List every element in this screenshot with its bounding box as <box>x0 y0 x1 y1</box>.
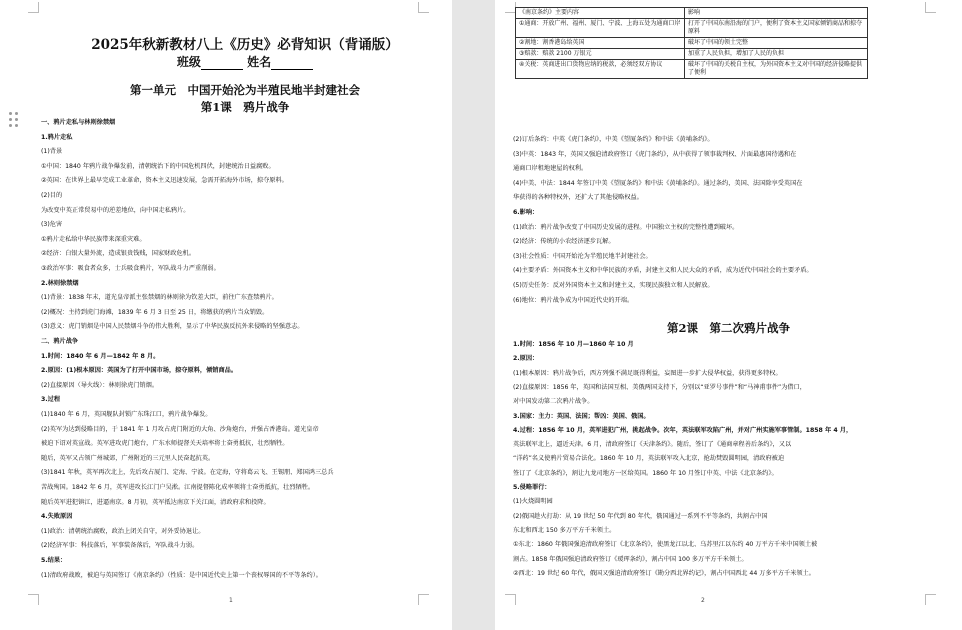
text-line: 2.原因：(1)根本原因：英国为了打开中国市场，掠夺原料，倾销商品。 <box>41 367 238 375</box>
text-line: 5.结果： <box>41 557 67 564</box>
crop-mark <box>505 594 516 605</box>
table-cell: 破坏了中国的关税自主权，为外国资本主义对中国的经济侵略提供了便利 <box>685 60 868 79</box>
crop-mark <box>418 594 429 605</box>
treaty-table <box>515 7 868 79</box>
text-line: 英法联军北上，逼近天津。6 月，清政府签订《天津条约》。随后，签订了《通商章程善后条约》，又以 <box>513 441 792 449</box>
name-label: 姓名 <box>247 55 272 69</box>
lesson2-title: 第2课 第二次鸦片战争 <box>666 321 790 335</box>
text-line: (2)经济：传统的小农经济逐步瓦解。 <box>513 238 615 246</box>
name-blank[interactable] <box>271 69 313 70</box>
text-line: (1)清政府战败，被迫与英国签订《南京条约》（性质：是中国近代史上第一个丧权辱国的不平等条约）。 <box>41 571 322 579</box>
document-title: 2025年秋新教材八上《历史》必背知识（背诵版） <box>91 37 399 53</box>
document-page-2 <box>495 0 962 630</box>
table-cell: 加重了人民负担，增加了人民的负担 <box>685 49 868 60</box>
text-line: 通商口岸租地建屋的权利。 <box>513 165 588 173</box>
page-number: 2 <box>701 597 705 604</box>
text-line: (1)背景 <box>41 148 63 156</box>
text-line: 一、鸦片走私与林则徐禁烟 <box>41 119 116 126</box>
text-line: (1)背景：1838 年末，道光皇帝派主张禁烟的林则徐为钦差大臣，前往广东查禁鸦片。 <box>41 294 278 302</box>
table-header-cell: 影响 <box>685 8 868 19</box>
text-line: (3)社会性质：中国开始沦为半殖民地半封建社会。 <box>513 252 652 260</box>
table-row <box>516 38 868 49</box>
class-blank[interactable] <box>201 69 243 70</box>
lesson-title: 第1课 鸦片战争 <box>200 100 290 114</box>
text-line: (3)1841 年秋，英军再次北上，先后攻占厦门、定海、宁波。在定海，守将葛云飞、王锡朋、郑国鸿三总兵 <box>41 469 334 477</box>
text-line: (2)经济军事：科技落后，军事装备落后，军队战斗力弱。 <box>41 542 199 550</box>
text-line: 割占。1858 年俄国强迫清政府签订《瑷珲条约》，割占中国 100 多万平方千米领土。 <box>513 555 748 563</box>
text-line: ②西北：19 世纪 60 年代，俄国又强迫清政府签订《勘分西北界约记》，割占中国西北 44 万多平方千米领土。 <box>513 569 815 577</box>
table-cell: ①通商：开放广州、福州、厦门、宁波、上海五处为通商口岸 <box>516 19 685 38</box>
text-line: 2.林则徐禁烟 <box>41 279 79 287</box>
text-line: (3)中英：1843 年，英国又强迫清政府签订《虎门条约》，从中获得了领事裁判权、片面最惠国待遇和在 <box>513 150 797 158</box>
table-row <box>516 19 868 38</box>
table-cell: ②割地：割香港岛给英国 <box>516 38 685 49</box>
text-line: ②经济：白银大量外流，造成银贵钱贱，国家财政危机。 <box>41 250 196 258</box>
text-line: 被迫下诏对英宣战。英军进攻虎门炮台，广东水师提督关天培率将士奋勇抵抗，壮烈牺牲。 <box>41 440 289 448</box>
text-line: 对中国发动第二次鸦片战争。 <box>513 398 594 406</box>
text-line: (5)历史任务：反对外国资本主义和封建主义，实现民族独立和人民解放。 <box>513 282 714 289</box>
text-line: ②英国：在世界上最早完成工业革命，资本主义迅速发展，急需开拓海外市场，掠夺原料。 <box>41 177 288 185</box>
text-line: 为改变中英正常贸易中的逆差地位，向中国走私鸦片。 <box>41 206 190 214</box>
crop-mark <box>925 2 936 13</box>
text-line: 4.失败原因 <box>41 513 73 521</box>
text-line: (2)直接原因：1856 年，英国和法国互相、美俄两国支持下，分别以“亚罗号事件”和“马神甫事件”为借口， <box>513 383 806 391</box>
text-line: 6.影响： <box>513 209 539 216</box>
text-line: 4.过程：1856 年 10 月，英军进犯广州，挑起战争。次年，英法联军攻陷广州，并对广州实施军事管制。1858 年 4 月， <box>513 426 853 434</box>
table-header-row <box>516 8 868 19</box>
text-line: 随后，英军又占领广州城郊，广州附近的三元里人民奋起抗英。 <box>41 454 215 462</box>
text-line: (6)地位：鸦片战争成为中国近代史的开端。 <box>513 296 634 304</box>
text-line: ③政治军事：吸食者众多，士兵吸食鸦片，军队战斗力严重削弱。 <box>41 265 220 272</box>
text-line: (3)意义：虎门销烟是中国人民禁烟斗争的伟大胜利，显示了中华民族反抗外来侵略的坚强意志。 <box>41 323 304 331</box>
table-cell: 打开了中国东南沿海的门户，便利了资本主义国家倾销商品和掠夺原料 <box>685 19 868 38</box>
text-line: (3)危害 <box>41 221 63 229</box>
crop-mark <box>418 2 429 13</box>
drag-handle-icon[interactable] <box>9 112 19 128</box>
text-line: ①鸦片走私给中华民族带来深重灾难。 <box>41 235 146 243</box>
text-line: 3.过程 <box>41 396 61 404</box>
text-line: ①东北：1860 年俄国强迫清政府签订《北京条约》，使黑龙江以北、乌苏里江以东约 40 万平方千米中国领土被 <box>513 541 818 549</box>
crop-mark <box>28 2 39 13</box>
unit-title: 第一单元 中国开始沦为半殖民地半封建社会 <box>130 83 360 97</box>
text-line: 签订了《北京条约》，割让九龙司地方一区给英国。1860 年 10 月签订中英、中法《北京条约》。 <box>513 469 778 477</box>
table-header-cell: 《南京条约》主要内容 <box>516 8 685 19</box>
text-line: 华获得的各种特权外，还扩大了其他侵略权益。 <box>513 194 643 202</box>
text-line: 二、鸦片战争 <box>41 338 79 345</box>
text-line: (2)目的 <box>41 192 63 199</box>
text-line: 随后英军进犯镇江，进逼南京。8 月初，英军抵达南京下关江面，清政府求和投降。 <box>41 498 270 506</box>
text-line: (2)订后条约：中英《虎门条约》，中美《望厦条约》和中法《黄埔条约》。 <box>513 136 714 143</box>
text-line: (2)英军为达到侵略目的，于 1841 年 1 月攻占虎门附近的大角、沙角炮台，并强占香港岛。道光皇帝 <box>41 425 319 433</box>
document-page-1 <box>0 0 452 630</box>
text-line: 3.国家：主力：英国、法国；帮凶：美国、俄国。 <box>513 412 650 420</box>
text-line: 1.鸦片走私 <box>41 133 73 141</box>
text-line: (4)中美、中法：1844 年签订中美《望厦条约》和中法《黄埔条约》。通过条约，美国、法国除享受英国在 <box>513 179 803 187</box>
table-cell: ④关税：英商进出口货物应纳的税款，必须经双方协议 <box>516 60 685 79</box>
text-line: (1)1840 年 6 月，英国舰队封锁广东珠江口，鸦片战争爆发。 <box>41 411 212 418</box>
text-line: (2)俄国趁火打劫：从 19 世纪 50 年代到 80 年代，俄国通过一系列不平等条约，共割占中国 <box>513 512 768 520</box>
page-number: 1 <box>229 597 233 604</box>
class-label: 班级 <box>176 55 201 69</box>
table-cell: 破坏了中国的领土完整 <box>685 38 868 49</box>
text-line: 1.时间：1840 年 6 月—1842 年 8 月。 <box>41 352 160 360</box>
table-row <box>516 60 868 79</box>
text-line: (2)直接原因（导火线）：林则徐虎门销烟。 <box>41 381 159 389</box>
text-line: (1)火烧圆明园 <box>513 498 553 506</box>
table-row <box>516 49 868 60</box>
crop-mark <box>925 594 936 605</box>
text-line: (1)根本原因：鸦片战争后，西方列强不满足既得利益，妄图进一步扩大侵华权益，获得更多特权。 <box>513 369 782 377</box>
text-line: 1.时间：1856 年 10 月—1860 年 10 月 <box>513 341 634 348</box>
text-line: 东北和西北 150 多万平方千米领土。 <box>513 526 616 534</box>
student-info <box>40 53 450 70</box>
text-line: (4)主要矛盾：外国资本主义和中华民族的矛盾，封建主义和人民大众的矛盾，成为近代中国社会的主要矛盾。 <box>513 267 813 275</box>
table-cell: ③赔款：赔款 2100 万银元 <box>516 49 685 60</box>
crop-mark <box>28 594 39 605</box>
text-line: 苦战殉国。1842 年 6 月，英军进攻长江门户吴淞。江南提督陈化成率领将士奋勇抵抗，壮烈牺牲。 <box>41 484 315 491</box>
text-line: 5.侵略罪行： <box>513 484 551 491</box>
text-line: ①中国：1840 年鸦片战争爆发前，清朝统治下的中国危机四伏，封建统治日益腐败。 <box>41 162 275 170</box>
text-line: (2)概况：主持到虎门海滩，1839 年 6 月 3 日至 25 日，将缴获的鸦片当众销毁。 <box>41 308 269 316</box>
text-line: (1)政治：清朝统治腐败，政治上闭关自守，对外妥协退让。 <box>41 527 205 535</box>
text-line: 2.原因： <box>513 355 539 363</box>
text-line: (1)政治：鸦片战争改变了中国历史发展的进程。中国独立主权的完整性遭到破坏。 <box>513 223 739 231</box>
text-line: “洋药”名义使鸦片贸易合法化。1860 年 10 月，英法联军攻入北京，抢劫焚毁圆明园，清政府被迫 <box>513 455 785 463</box>
